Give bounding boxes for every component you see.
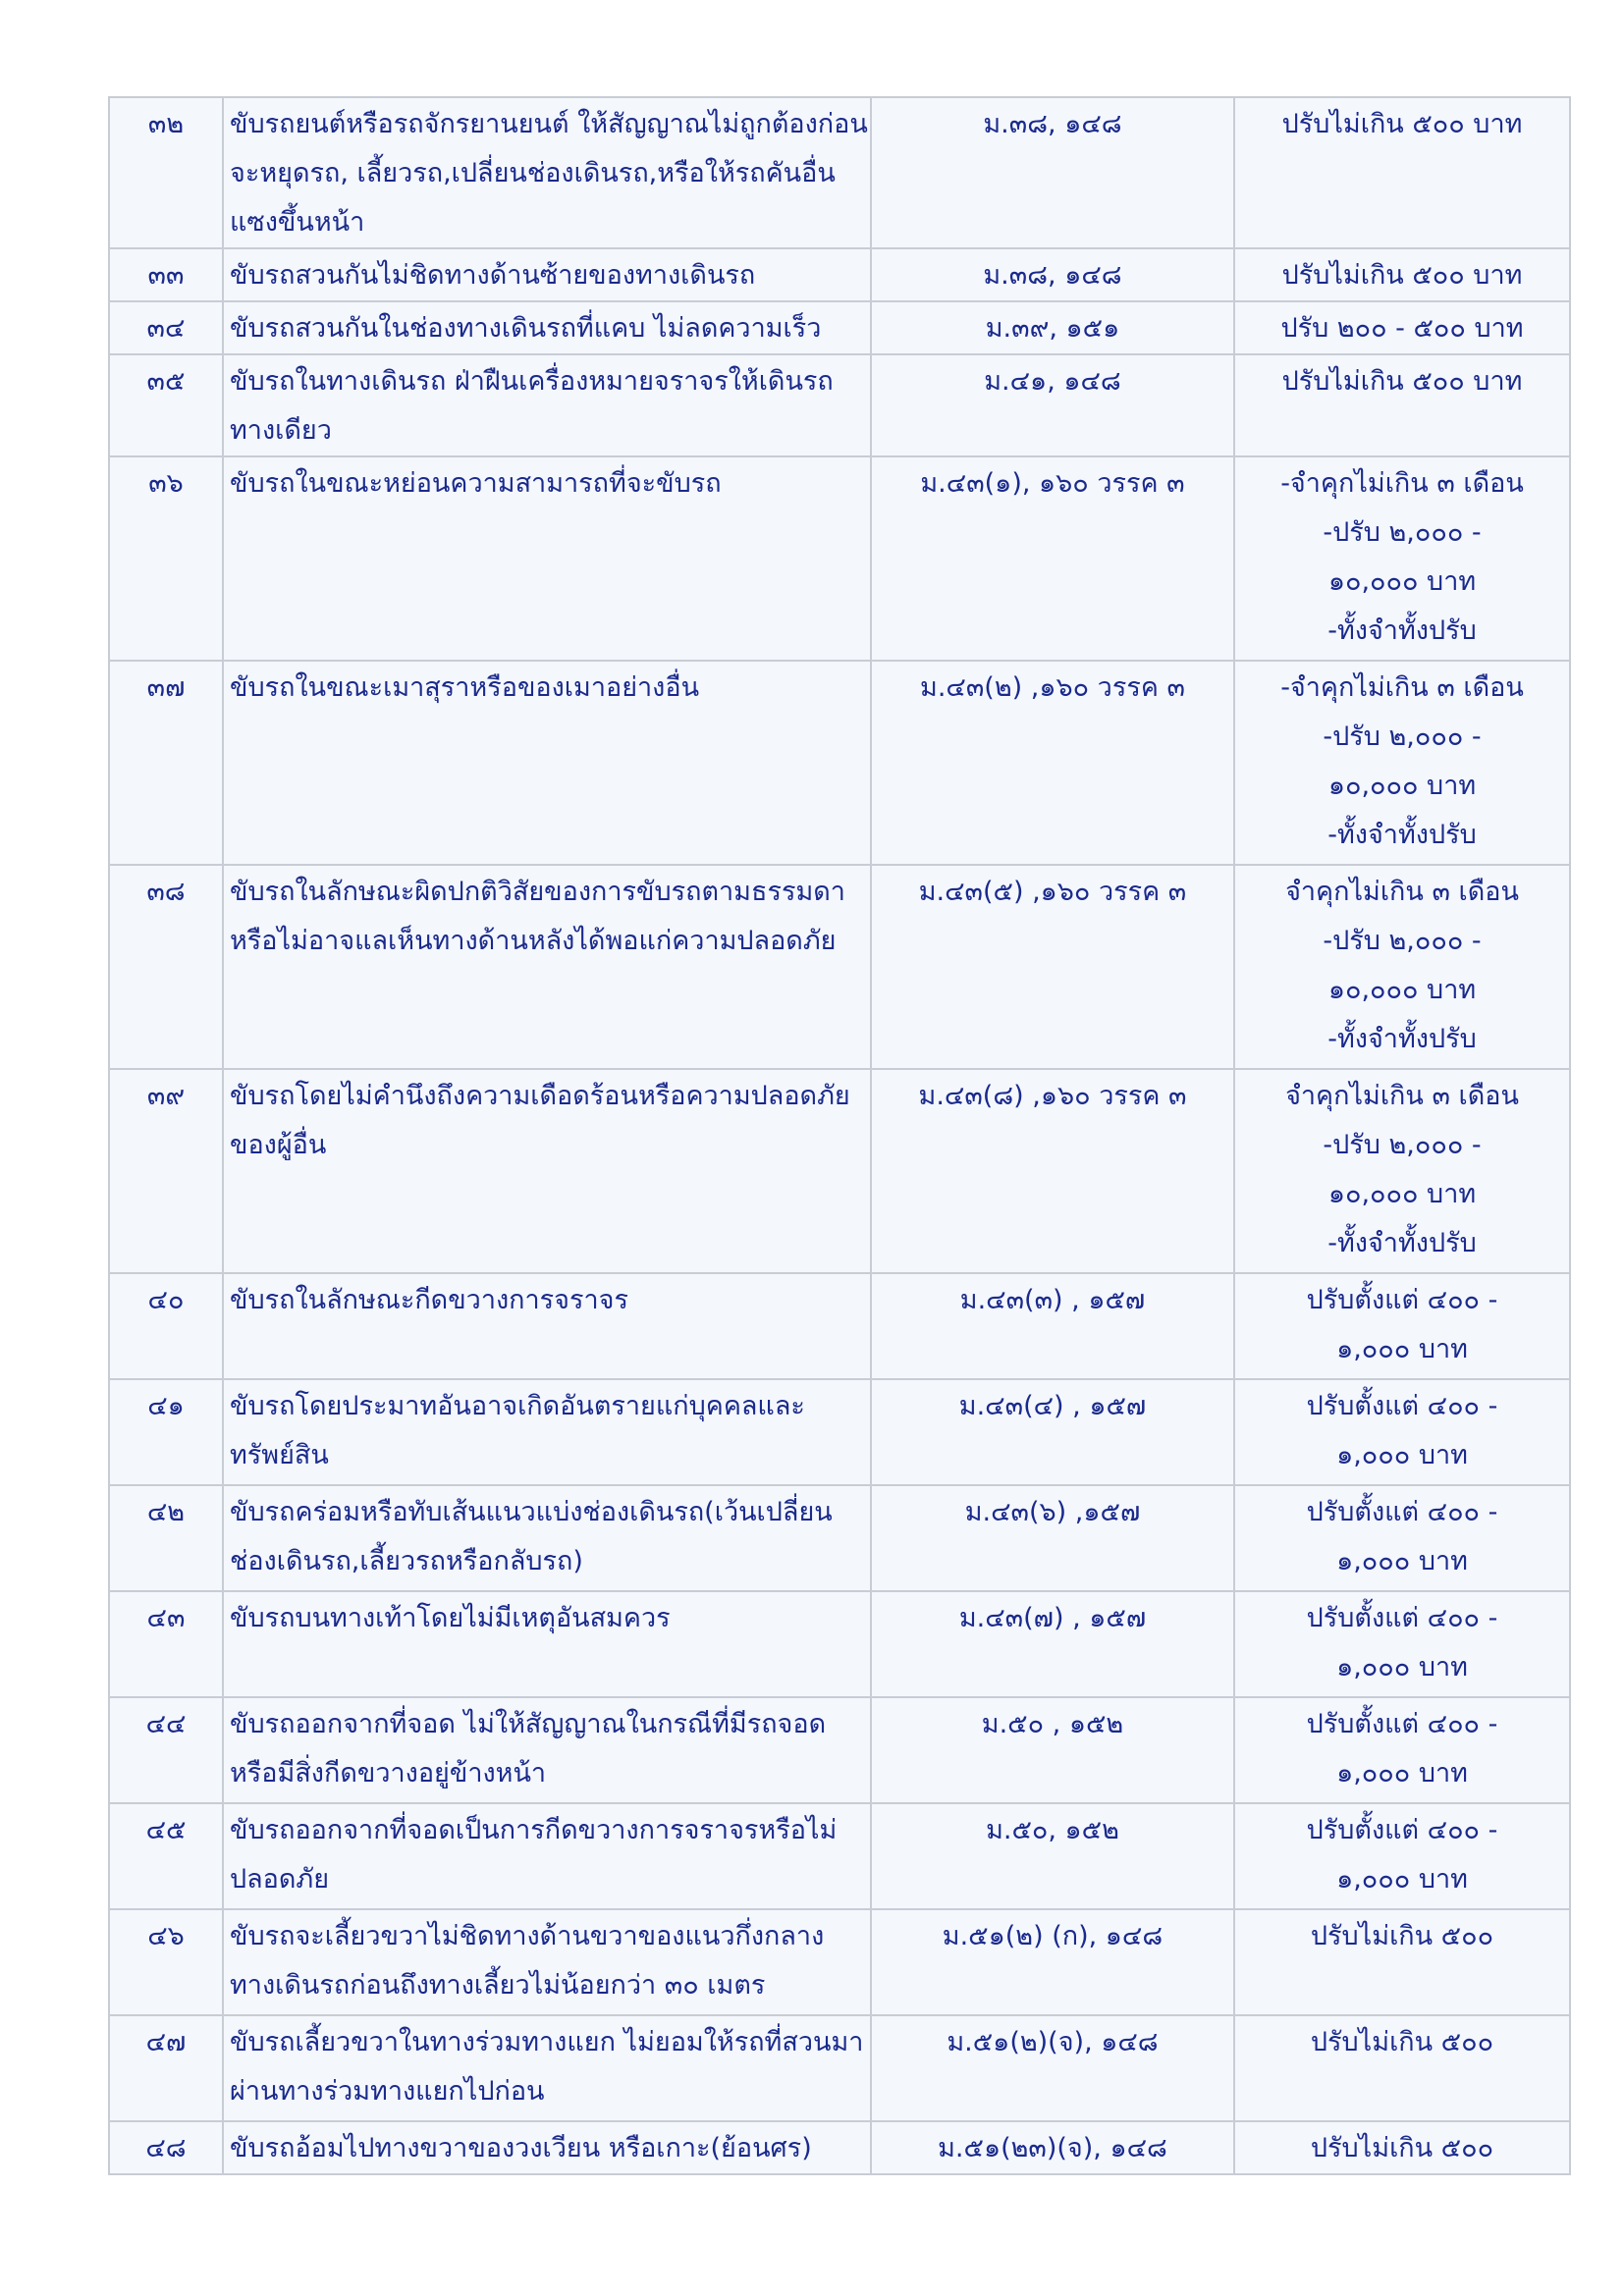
law-section: ม.๓๘, ๑๔๘ <box>871 97 1234 248</box>
table-row <box>109 456 1570 661</box>
penalty-line: -ทั้งจำทั้งปรับ <box>1327 820 1477 850</box>
offense-description-line: ขับรถเลี้ยวขวาในทางร่วมทางแยก ไม่ยอมให้รถที่สวนมา <box>230 2027 864 2057</box>
offense-description <box>223 661 871 865</box>
penalty-line: ๑,๐๐๐ บาท <box>1336 1546 1468 1576</box>
offense-description-line: ขับรถออกจากที่จอดเป็นการกีดขวางการจราจรหรือไม่ <box>230 1815 838 1845</box>
offense-description <box>223 1485 871 1591</box>
law-section: ม.๕๑(๒) (ก), ๑๔๘ <box>871 1909 1234 2015</box>
law-section: ม.๓๙, ๑๕๑ <box>871 301 1234 354</box>
table-row <box>109 354 1570 456</box>
table-row <box>109 1909 1570 2015</box>
row-number: ๓๕ <box>109 354 223 456</box>
offense-description-line: ขับรถจะเลี้ยวขวาไม่ชิดทางด้านขวาของแนวกึ่งกลาง <box>230 1921 825 1951</box>
offense-description-line: จะหยุดรถ, เลี้ยวรถ,เปลี่ยนช่องเดินรถ,หรือให้รถคันอื่น <box>230 158 836 188</box>
offense-description <box>223 1909 871 2015</box>
law-section: ม.๕๐ , ๑๕๒ <box>871 1697 1234 1803</box>
law-section: ม.๓๘, ๑๔๘ <box>871 248 1234 301</box>
penalty-line: -ทั้งจำทั้งปรับ <box>1327 1024 1477 1054</box>
law-section: ม.๔๓(๔) , ๑๕๗ <box>871 1379 1234 1485</box>
penalty-line: ปรับตั้งแต่ ๔๐๐ - <box>1306 1709 1498 1739</box>
table-row <box>109 661 1570 865</box>
offense-description-line: ขับรถในลักษณะผิดปกติวิสัยของการขับรถตามธรรมดา <box>230 877 845 907</box>
law-section: ม.๔๓(๗) , ๑๕๗ <box>871 1591 1234 1697</box>
offense-description-line: ทางเดียว <box>230 415 332 446</box>
offense-description-line: ผ่านทางร่วมทางแยกไปก่อน <box>230 2076 545 2107</box>
table-row <box>109 1485 1570 1591</box>
offense-description-line: ขับรถในลักษณะกีดขวางการจราจร <box>230 1285 628 1315</box>
offense-description-line: ทรัพย์สิน <box>230 1440 329 1470</box>
penalty-line: ๑๐,๐๐๐ บาท <box>1327 566 1477 597</box>
table-body <box>109 97 1570 2174</box>
penalty-line: ปรับตั้งแต่ ๔๐๐ - <box>1306 1603 1498 1633</box>
table-row <box>109 1697 1570 1803</box>
offense-description <box>223 2015 871 2121</box>
table-row <box>109 97 1570 248</box>
law-section: ม.๔๓(๒) ,๑๖๐ วรรค ๓ <box>871 661 1234 865</box>
penalty-line: ปรับตั้งแต่ ๔๐๐ - <box>1306 1285 1498 1315</box>
row-number: ๔๘ <box>109 2121 223 2174</box>
offense-description-line: ขับรถสวนกันไม่ชิดทางด้านซ้ายของทางเดินรถ <box>230 260 756 291</box>
row-number: ๓๖ <box>109 456 223 661</box>
penalty-line: ๑,๐๐๐ บาท <box>1336 1652 1468 1682</box>
penalty-line: ๑๐,๐๐๐ บาท <box>1327 975 1477 1005</box>
row-number: ๓๙ <box>109 1069 223 1273</box>
law-section: ม.๔๓(๑), ๑๖๐ วรรค ๓ <box>871 456 1234 661</box>
penalty <box>1234 661 1570 865</box>
offense-description-line: ช่องเดินรถ,เลี้ยวรถหรือกลับรถ) <box>230 1546 583 1576</box>
penalty-line: ปรับ ๒๐๐ - ๕๐๐ บาท <box>1280 313 1524 344</box>
penalty-line: ปรับไม่เกิน ๕๐๐ บาท <box>1281 260 1523 291</box>
penalty-line: ๑๐,๐๐๐ บาท <box>1327 771 1477 801</box>
penalty <box>1234 248 1570 301</box>
offense-description <box>223 1273 871 1379</box>
penalty-line: ๑,๐๐๐ บาท <box>1336 1440 1468 1470</box>
law-section: ม.๔๓(๘) ,๑๖๐ วรรค ๓ <box>871 1069 1234 1273</box>
penalty-line: -ปรับ ๒,๐๐๐ - <box>1323 721 1482 752</box>
offense-description-line: ขับรถในทางเดินรถ ฝ่าฝืนเครื่องหมายจราจรให้เดินรถ <box>230 366 834 397</box>
penalty <box>1234 2121 1570 2174</box>
offense-description-line: หรือไม่อาจแลเห็นทางด้านหลังได้พอแก่ความปลอดภัย <box>230 926 837 956</box>
row-number: ๓๗ <box>109 661 223 865</box>
law-section: ม.๕๐, ๑๕๒ <box>871 1803 1234 1909</box>
penalty <box>1234 1069 1570 1273</box>
offense-description <box>223 1697 871 1803</box>
penalty-line: -ปรับ ๒,๐๐๐ - <box>1323 517 1482 548</box>
penalty <box>1234 2015 1570 2121</box>
penalty-line: ปรับไม่เกิน ๕๐๐ บาท <box>1281 109 1523 139</box>
law-section: ม.๔๑, ๑๔๘ <box>871 354 1234 456</box>
penalty-line: จำคุกไม่เกิน ๓ เดือน <box>1285 1081 1519 1111</box>
offense-description-line: ขับรถยนต์หรือรถจักรยานยนต์ ให้สัญญาณไม่ถูกต้องก่อน <box>230 109 868 139</box>
law-section: ม.๔๓(๓) , ๑๕๗ <box>871 1273 1234 1379</box>
penalty <box>1234 1591 1570 1697</box>
row-number: ๔๖ <box>109 1909 223 2015</box>
penalty <box>1234 97 1570 248</box>
penalty-line: -จำคุกไม่เกิน ๓ เดือน <box>1280 468 1524 499</box>
table-row <box>109 1379 1570 1485</box>
offense-description <box>223 1591 871 1697</box>
penalty <box>1234 1697 1570 1803</box>
penalty <box>1234 456 1570 661</box>
penalty-line: ๑,๐๐๐ บาท <box>1336 1864 1468 1895</box>
row-number: ๔๗ <box>109 2015 223 2121</box>
table-row <box>109 1069 1570 1273</box>
row-number: ๔๓ <box>109 1591 223 1697</box>
offense-description-line: แซงขึ้นหน้า <box>230 207 365 238</box>
penalty-line: -จำคุกไม่เกิน ๓ เดือน <box>1280 672 1524 703</box>
table-row <box>109 1591 1570 1697</box>
offense-description-line: ขับรถในขณะเมาสุราหรือของเมาอย่างอื่น <box>230 672 700 703</box>
offense-description-line: ขับรถบนทางเท้าโดยไม่มีเหตุอันสมควร <box>230 1603 671 1633</box>
penalty <box>1234 1485 1570 1591</box>
penalty-line: -ปรับ ๒,๐๐๐ - <box>1323 1130 1482 1160</box>
offense-description-line: ของผู้อื่น <box>230 1130 327 1160</box>
law-section: ม.๔๓(๖) ,๑๕๗ <box>871 1485 1234 1591</box>
row-number: ๔๐ <box>109 1273 223 1379</box>
law-section: ม.๕๑(๒๓)(จ), ๑๔๘ <box>871 2121 1234 2174</box>
row-number: ๓๒ <box>109 97 223 248</box>
penalty-line: ปรับไม่เกิน ๕๐๐ <box>1310 2027 1494 2057</box>
offense-description <box>223 97 871 248</box>
table-row <box>109 301 1570 354</box>
law-section: ม.๕๑(๒)(จ), ๑๔๘ <box>871 2015 1234 2121</box>
traffic-offense-table <box>108 96 1571 2175</box>
penalty <box>1234 1803 1570 1909</box>
offense-description-line: หรือมีสิ่งกีดขวางอยู่ข้างหน้า <box>230 1758 547 1789</box>
offense-description-line: ขับรถสวนกันในช่องทางเดินรถที่แคบ ไม่ลดความเร็ว <box>230 313 822 344</box>
penalty-line: ๑,๐๐๐ บาท <box>1336 1758 1468 1789</box>
offense-description <box>223 1803 871 1909</box>
penalty-line: -ทั้งจำทั้งปรับ <box>1327 615 1477 646</box>
offense-description-line: ขับรถคร่อมหรือทับเส้นแนวแบ่งช่องเดินรถ(เว้นเปลี่ยน <box>230 1497 833 1527</box>
row-number: ๔๑ <box>109 1379 223 1485</box>
penalty <box>1234 354 1570 456</box>
penalty-line: ปรับไม่เกิน ๕๐๐ <box>1310 1921 1494 1951</box>
penalty-line: ปรับตั้งแต่ ๔๐๐ - <box>1306 1815 1498 1845</box>
offense-description <box>223 354 871 456</box>
row-number: ๔๔ <box>109 1697 223 1803</box>
offense-description-line: ขับรถโดยประมาทอันอาจเกิดอันตรายแก่บุคคลและ <box>230 1391 805 1421</box>
penalty <box>1234 301 1570 354</box>
row-number: ๓๔ <box>109 301 223 354</box>
offense-description <box>223 2121 871 2174</box>
penalty-line: ๑๐,๐๐๐ บาท <box>1327 1179 1477 1209</box>
offense-description <box>223 248 871 301</box>
penalty-line: ปรับไม่เกิน ๕๐๐ บาท <box>1281 366 1523 397</box>
penalty <box>1234 1379 1570 1485</box>
penalty-line: ปรับไม่เกิน ๕๐๐ <box>1310 2133 1494 2163</box>
offense-description-line: ขับรถอ้อมไปทางขวาของวงเวียน หรือเกาะ(ย้อนศร) <box>230 2133 812 2163</box>
penalty-line: -ปรับ ๒,๐๐๐ - <box>1323 926 1482 956</box>
row-number: ๓๘ <box>109 865 223 1069</box>
offense-description <box>223 865 871 1069</box>
row-number: ๔๒ <box>109 1485 223 1591</box>
penalty <box>1234 1909 1570 2015</box>
penalty-line: ปรับตั้งแต่ ๔๐๐ - <box>1306 1497 1498 1527</box>
offense-description <box>223 1379 871 1485</box>
offense-description-line: ขับรถโดยไม่คำนึงถึงความเดือดร้อนหรือความปลอดภัย <box>230 1081 850 1111</box>
penalty-line: ปรับตั้งแต่ ๔๐๐ - <box>1306 1391 1498 1421</box>
penalty <box>1234 1273 1570 1379</box>
penalty <box>1234 865 1570 1069</box>
row-number: ๔๕ <box>109 1803 223 1909</box>
offense-description-line: ขับรถออกจากที่จอด ไม่ให้สัญญาณในกรณีที่มีรถจอด <box>230 1709 827 1739</box>
offense-description-line: ขับรถในขณะหย่อนความสามารถที่จะขับรถ <box>230 468 722 499</box>
offense-description <box>223 301 871 354</box>
table-row <box>109 865 1570 1069</box>
table-row <box>109 2015 1570 2121</box>
penalty-line: ๑,๐๐๐ บาท <box>1336 1334 1468 1364</box>
table-row <box>109 248 1570 301</box>
row-number: ๓๓ <box>109 248 223 301</box>
offense-description <box>223 456 871 661</box>
offense-description-line: ทางเดินรถก่อนถึงทางเลี้ยวไม่น้อยกว่า ๓๐ เมตร <box>230 1970 766 2001</box>
table-row <box>109 1803 1570 1909</box>
table-row <box>109 1273 1570 1379</box>
offense-description-line: ปลอดภัย <box>230 1864 330 1895</box>
penalty-line: จำคุกไม่เกิน ๓ เดือน <box>1285 877 1519 907</box>
law-section: ม.๔๓(๕) ,๑๖๐ วรรค ๓ <box>871 865 1234 1069</box>
table-row <box>109 2121 1570 2174</box>
penalty-line: -ทั้งจำทั้งปรับ <box>1327 1228 1477 1258</box>
offense-description <box>223 1069 871 1273</box>
